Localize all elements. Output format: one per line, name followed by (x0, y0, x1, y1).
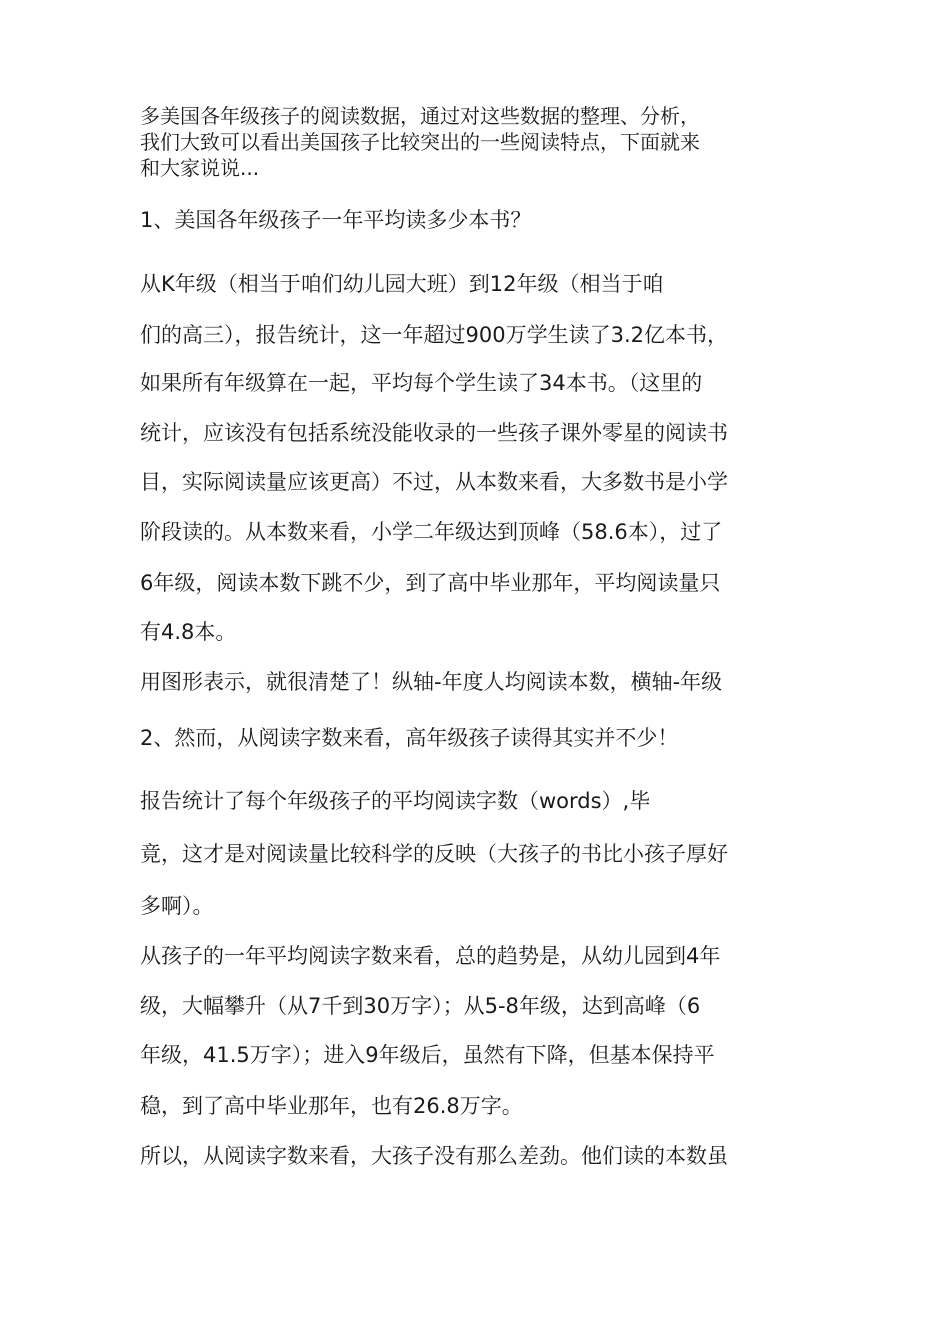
section-1-paragraph-line: 们的高三），报告统计，这一年超过900万学生读了3.2亿本书， (140, 323, 728, 347)
section-1-heading: 1、美国各年级孩子一年平均读多少本书？ (140, 208, 532, 232)
section-2-paragraph-line: 报告统计了每个年级孩子的平均阅读字数（words）,毕 (140, 789, 651, 813)
section-1-paragraph-line: 从K年级（相当于咱们幼儿园大班）到12年级（相当于咱 (140, 272, 664, 296)
section-2-paragraph-line: 级，大幅攀升（从7千到30万字）；从5-8年级，达到高峰（6 (140, 994, 701, 1018)
section-1-paragraph-line: 如果所有年级算在一起，平均每个学生读了34本书。（这里的 (140, 371, 703, 395)
section-1-paragraph-line: 6年级，阅读本数下跳不少，到了高中毕业那年，平均阅读量只 (140, 571, 721, 595)
section-2-paragraph-line: 从孩子的一年平均阅读字数来看，总的趋势是，从幼儿园到4年 (140, 944, 721, 968)
intro-line-1: 多美国各年级孩子的阅读数据，通过对这些数据的整理、分析， (140, 104, 700, 128)
section-1-paragraph-line: 有4.8本。 (140, 620, 237, 644)
section-2-paragraph-line: 稳，到了高中毕业那年，也有26.8万字。 (140, 1094, 523, 1118)
intro-line-3: 和大家说说... (140, 156, 260, 180)
section-2-paragraph-line: 多啊）。 (140, 894, 214, 918)
section-1-paragraph-line: 目，实际阅读量应该更高）不过，从本数来看，大多数书是小学 (140, 470, 728, 494)
section-2-heading: 2、然而，从阅读字数来看，高年级孩子读得其实并不少！ (140, 726, 679, 750)
section-2-paragraph-line: 年级，41.5万字）；进入9年级后，虽然有下降，但基本保持平 (140, 1043, 715, 1067)
intro-line-2: 我们大致可以看出美国孩子比较突出的一些阅读特点，下面就来 (140, 130, 700, 154)
chart-note: 用图形表示，就很清楚了！纵轴-年度人均阅读本数，横轴-年级 (140, 670, 723, 694)
section-2-paragraph-line: 竟，这才是对阅读量比较科学的反映（大孩子的书比小孩子厚好 (140, 842, 728, 866)
section-1-paragraph-line: 统计，应该没有包括系统没能收录的一些孩子课外零星的阅读书 (140, 421, 728, 445)
section-1-paragraph-line: 阶段读的。从本数来看，小学二年级达到顶峰（58.6本），过了 (140, 520, 723, 544)
section-2-paragraph-line: 所以，从阅读字数来看，大孩子没有那么差劲。他们读的本数虽 (140, 1144, 728, 1168)
